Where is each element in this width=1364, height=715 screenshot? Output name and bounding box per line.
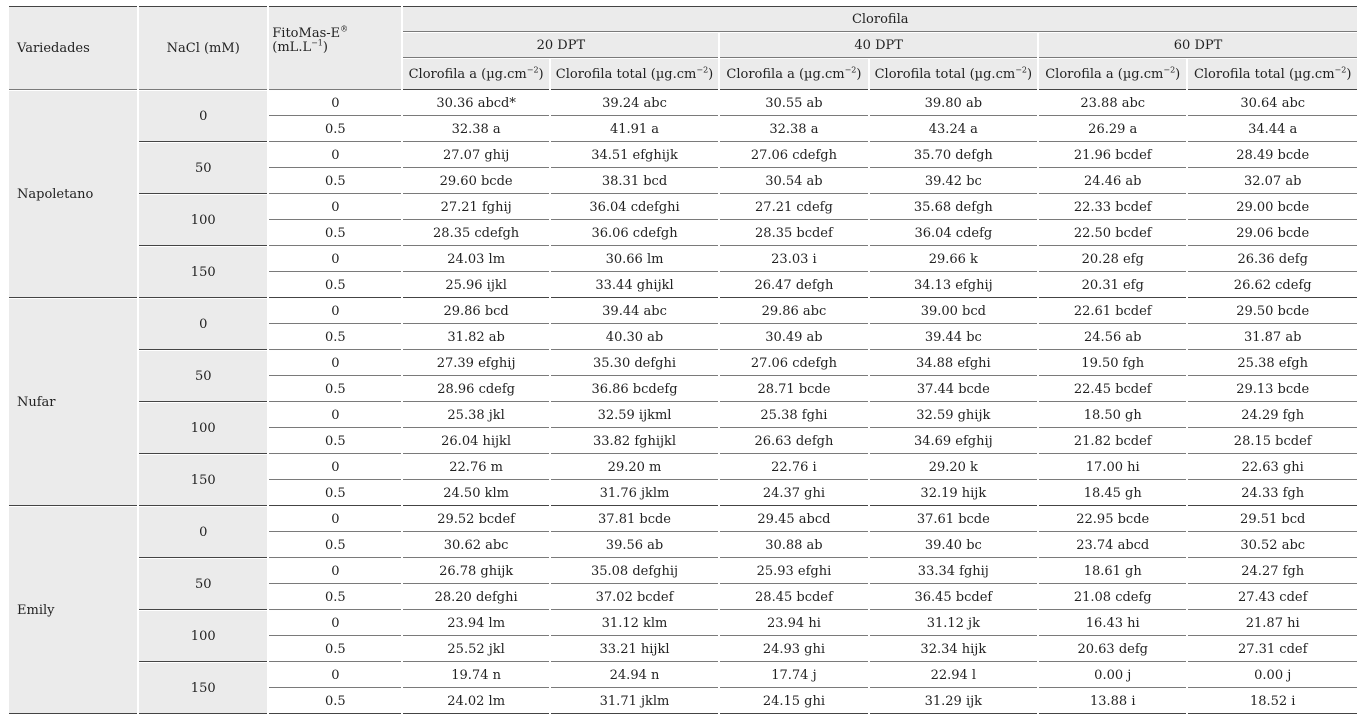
value-cell: 24.02 lm [403, 689, 548, 714]
value-cell: 39.40 bc [870, 533, 1038, 558]
value-cell: 29.86 bcd [403, 299, 548, 324]
variety-cell: Nufar [9, 299, 137, 506]
fitomas-cell: 0 [269, 663, 401, 688]
value-cell: 25.96 ijkl [403, 273, 548, 298]
fitomas-cell: 0 [269, 507, 401, 532]
fitomas-cell: 0.5 [269, 481, 401, 506]
fitomas-cell: 0 [269, 403, 401, 428]
value-cell: 29.51 bcd [1188, 507, 1357, 532]
value-cell: 30.54 ab [720, 169, 867, 194]
value-cell: 31.29 ijk [870, 689, 1038, 714]
value-cell: 37.44 bcde [870, 377, 1038, 402]
value-cell: 25.93 efghi [720, 559, 867, 584]
header-variedades: Variedades [9, 6, 137, 90]
value-cell: 18.45 gh [1039, 481, 1186, 506]
table-row [9, 195, 1357, 220]
table-row [9, 351, 1357, 376]
value-cell: 27.07 ghij [403, 143, 548, 168]
value-cell: 13.88 i [1039, 689, 1186, 714]
value-cell: 18.50 gh [1039, 403, 1186, 428]
value-cell: 32.38 a [720, 117, 867, 142]
value-cell: 22.50 bcdef [1039, 221, 1186, 246]
fitomas-cell: 0.5 [269, 325, 401, 350]
header-dpt-60: 60 DPT [1039, 33, 1357, 58]
value-cell: 39.44 bc [870, 325, 1038, 350]
value-cell: 33.21 hijkl [551, 637, 719, 662]
nacl-cell: 50 [139, 351, 267, 402]
value-cell: 18.52 i [1188, 689, 1357, 714]
header-dpt-40: 40 DPT [720, 33, 1037, 58]
value-cell: 28.20 defghi [403, 585, 548, 610]
value-cell: 27.31 cdef [1188, 637, 1357, 662]
value-cell: 26.78 ghijk [403, 559, 548, 584]
value-cell: 23.03 i [720, 247, 867, 272]
value-cell: 36.45 bcdef [870, 585, 1038, 610]
value-cell: 36.04 cdefghi [551, 195, 719, 220]
value-cell: 17.00 hi [1039, 455, 1186, 480]
value-cell: 31.12 klm [551, 611, 719, 636]
value-cell: 37.81 bcde [551, 507, 719, 532]
variety-cell: Emily [9, 507, 137, 714]
fitomas-cell: 0.5 [269, 221, 401, 246]
value-cell: 35.68 defgh [870, 195, 1038, 220]
value-cell: 22.63 ghi [1188, 455, 1357, 480]
value-cell: 34.88 efghi [870, 351, 1038, 376]
nacl-cell: 150 [139, 247, 267, 298]
value-cell: 29.50 bcde [1188, 299, 1357, 324]
value-cell: 29.20 k [870, 455, 1038, 480]
value-cell: 22.76 m [403, 455, 548, 480]
fitomas-cell: 0.5 [269, 637, 401, 662]
header-clorofila: Clorofila [403, 6, 1357, 32]
value-cell: 29.20 m [551, 455, 719, 480]
value-cell: 31.71 jklm [551, 689, 719, 714]
value-cell: 26.29 a [1039, 117, 1186, 142]
value-cell: 22.76 i [720, 455, 867, 480]
value-cell: 25.38 fghi [720, 403, 867, 428]
table-row [9, 247, 1357, 272]
value-cell: 22.95 bcde [1039, 507, 1186, 532]
value-cell: 32.59 ijkml [551, 403, 719, 428]
table-row [9, 611, 1357, 636]
fitomas-cell: 0.5 [269, 689, 401, 714]
fitomas-cell: 0 [269, 143, 401, 168]
nacl-cell: 100 [139, 195, 267, 246]
value-cell: 30.55 ab [720, 91, 867, 116]
value-cell: 24.56 ab [1039, 325, 1186, 350]
header-nacl: NaCl (mM) [139, 6, 267, 90]
nacl-cell: 0 [139, 507, 267, 558]
value-cell: 21.96 bcdef [1039, 143, 1186, 168]
value-cell: 33.82 fghijkl [551, 429, 719, 454]
value-cell: 25.38 efgh [1188, 351, 1357, 376]
value-cell: 20.63 defg [1039, 637, 1186, 662]
value-cell: 26.62 cdefg [1188, 273, 1357, 298]
value-cell: 19.74 n [403, 663, 548, 688]
value-cell: 18.61 gh [1039, 559, 1186, 584]
header-clorofila-a: Clorofila a $(\mu g.cm^{-2})$ [403, 59, 548, 90]
value-cell: 34.44 a [1188, 117, 1357, 142]
value-cell: 39.00 bcd [870, 299, 1038, 324]
value-cell: 30.62 abc [403, 533, 548, 558]
value-cell: 0.00 j [1039, 663, 1186, 688]
nacl-cell: 0 [139, 299, 267, 350]
fitomas-cell: 0.5 [269, 117, 401, 142]
value-cell: 20.31 efg [1039, 273, 1186, 298]
fitomas-cell: 0 [269, 195, 401, 220]
value-cell: 17.74 j [720, 663, 867, 688]
value-cell: 21.82 bcdef [1039, 429, 1186, 454]
value-cell: 34.69 efghij [870, 429, 1038, 454]
fitomas-cell: 0.5 [269, 377, 401, 402]
value-cell: 30.52 abc [1188, 533, 1357, 558]
value-cell: 26.36 defg [1188, 247, 1357, 272]
value-cell: 31.76 jklm [551, 481, 719, 506]
value-cell: 27.43 cdef [1188, 585, 1357, 610]
value-cell: 36.04 cdefg [870, 221, 1038, 246]
value-cell: 36.86 bcdefg [551, 377, 719, 402]
fitomas-cell: 0.5 [269, 533, 401, 558]
value-cell: 35.08 defghij [551, 559, 719, 584]
value-cell: 21.87 hi [1188, 611, 1357, 636]
value-cell: 34.13 efghij [870, 273, 1038, 298]
value-cell: 24.15 ghi [720, 689, 867, 714]
fitomas-cell: 0 [269, 559, 401, 584]
value-cell: 29.06 bcde [1188, 221, 1357, 246]
value-cell: 39.24 abc [551, 91, 719, 116]
value-cell: 24.03 lm [403, 247, 548, 272]
fitomas-cell: 0 [269, 247, 401, 272]
value-cell: 29.13 bcde [1188, 377, 1357, 402]
value-cell: 41.91 a [551, 117, 719, 142]
value-cell: 24.37 ghi [720, 481, 867, 506]
header-clorofila-total: Clorofila total $(\mu g.cm^{-2})$ [870, 59, 1038, 90]
value-cell: 21.08 cdefg [1039, 585, 1186, 610]
header-clorofila-total: Clorofila total $(\mu g.cm^{-2})$ [551, 59, 719, 90]
value-cell: 24.94 n [551, 663, 719, 688]
value-cell: 23.74 abcd [1039, 533, 1186, 558]
value-cell: 22.61 bcdef [1039, 299, 1186, 324]
table-row [9, 559, 1357, 584]
value-cell: 32.07 ab [1188, 169, 1357, 194]
value-cell: 31.12 jk [870, 611, 1038, 636]
value-cell: 29.52 bcdef [403, 507, 548, 532]
value-cell: 24.46 ab [1039, 169, 1186, 194]
value-cell: 32.19 hijk [870, 481, 1038, 506]
value-cell: 28.35 bcdef [720, 221, 867, 246]
value-cell: 23.94 hi [720, 611, 867, 636]
nacl-cell: 150 [139, 455, 267, 506]
value-cell: 27.21 cdefg [720, 195, 867, 220]
header-clorofila-total: Clorofila total $(\mu g.cm^{-2})$ [1188, 59, 1357, 90]
value-cell: 29.45 abcd [720, 507, 867, 532]
header-clorofila-a: Clorofila a $(\mu g.cm^{-2})$ [1039, 59, 1186, 90]
table-row [9, 299, 1357, 324]
value-cell: 28.15 bcdef [1188, 429, 1357, 454]
fitomas-cell: 0.5 [269, 169, 401, 194]
value-cell: 29.00 bcde [1188, 195, 1357, 220]
header-clorofila-a: Clorofila a $(\mu g.cm^{-2})$ [720, 59, 867, 90]
table-row [9, 663, 1357, 688]
fitomas-cell: 0.5 [269, 273, 401, 298]
value-cell: 24.29 fgh [1188, 403, 1357, 428]
value-cell: 24.33 fgh [1188, 481, 1357, 506]
value-cell: 22.94 l [870, 663, 1038, 688]
nacl-cell: 100 [139, 403, 267, 454]
value-cell: 28.96 cdefg [403, 377, 548, 402]
value-cell: 24.27 fgh [1188, 559, 1357, 584]
value-cell: 30.49 ab [720, 325, 867, 350]
fitomas-cell: 0.5 [269, 429, 401, 454]
fitomas-cell: 0 [269, 351, 401, 376]
value-cell: 39.56 ab [551, 533, 719, 558]
table-row [9, 143, 1357, 168]
value-cell: 30.36 abcd* [403, 91, 548, 116]
nacl-cell: 150 [139, 663, 267, 714]
value-cell: 30.88 ab [720, 533, 867, 558]
value-cell: 36.06 cdefgh [551, 221, 719, 246]
nacl-cell: 50 [139, 143, 267, 194]
value-cell: 28.71 bcde [720, 377, 867, 402]
table-body [9, 91, 1357, 714]
chlorophyll-table-container [7, 5, 1359, 715]
value-cell: 27.06 cdefgh [720, 143, 867, 168]
value-cell: 16.43 hi [1039, 611, 1186, 636]
value-cell: 22.33 bcdef [1039, 195, 1186, 220]
fitomas-cell: 0 [269, 299, 401, 324]
value-cell: 33.34 fghij [870, 559, 1038, 584]
value-cell: 22.45 bcdef [1039, 377, 1186, 402]
value-cell: 29.86 abc [720, 299, 867, 324]
value-cell: 32.59 ghijk [870, 403, 1038, 428]
value-cell: 27.21 fghij [403, 195, 548, 220]
value-cell: 31.87 ab [1188, 325, 1357, 350]
fitomas-cell: 0 [269, 611, 401, 636]
value-cell: 26.63 defgh [720, 429, 867, 454]
value-cell: 20.28 efg [1039, 247, 1186, 272]
value-cell: 28.35 cdefgh [403, 221, 548, 246]
value-cell: 33.44 ghijkl [551, 273, 719, 298]
value-cell: 29.66 k [870, 247, 1038, 272]
value-cell: 31.82 ab [403, 325, 548, 350]
value-cell: 0.00 j [1188, 663, 1357, 688]
value-cell: 38.31 bcd [551, 169, 719, 194]
value-cell: 37.61 bcde [870, 507, 1038, 532]
nacl-cell: 100 [139, 611, 267, 662]
value-cell: 26.04 hijkl [403, 429, 548, 454]
value-cell: 28.49 bcde [1188, 143, 1357, 168]
value-cell: 29.60 bcde [403, 169, 548, 194]
value-cell: 27.06 cdefgh [720, 351, 867, 376]
value-cell: 24.50 klm [403, 481, 548, 506]
value-cell: 35.30 defghi [551, 351, 719, 376]
value-cell: 37.02 bcdef [551, 585, 719, 610]
value-cell: 39.80 ab [870, 91, 1038, 116]
value-cell: 24.93 ghi [720, 637, 867, 662]
header-dpt-20: 20 DPT [403, 33, 718, 58]
table-row [9, 455, 1357, 480]
chlorophyll-table [7, 5, 1359, 715]
header-fitomas: FitoMas-E® $(mL.L^{-1})$ [269, 6, 401, 90]
value-cell: 23.94 lm [403, 611, 548, 636]
value-cell: 35.70 defgh [870, 143, 1038, 168]
table-row [9, 91, 1357, 116]
value-cell: 25.52 jkl [403, 637, 548, 662]
table-row [9, 507, 1357, 532]
value-cell: 32.38 a [403, 117, 548, 142]
nacl-cell: 0 [139, 91, 267, 142]
value-cell: 28.45 bcdef [720, 585, 867, 610]
fitomas-cell: 0 [269, 455, 401, 480]
value-cell: 19.50 fgh [1039, 351, 1186, 376]
value-cell: 30.66 lm [551, 247, 719, 272]
fitomas-cell: 0.5 [269, 585, 401, 610]
value-cell: 34.51 efghijk [551, 143, 719, 168]
nacl-cell: 50 [139, 559, 267, 610]
table-header [9, 6, 1357, 90]
fitomas-cell: 0 [269, 91, 401, 116]
value-cell: 32.34 hijk [870, 637, 1038, 662]
value-cell: 25.38 jkl [403, 403, 548, 428]
value-cell: 40.30 ab [551, 325, 719, 350]
value-cell: 27.39 efghij [403, 351, 548, 376]
value-cell: 39.42 bc [870, 169, 1038, 194]
value-cell: 26.47 defgh [720, 273, 867, 298]
value-cell: 39.44 abc [551, 299, 719, 324]
table-row [9, 403, 1357, 428]
value-cell: 23.88 abc [1039, 91, 1186, 116]
variety-cell: Napoletano [9, 91, 137, 298]
value-cell: 43.24 a [870, 117, 1038, 142]
value-cell: 30.64 abc [1188, 91, 1357, 116]
